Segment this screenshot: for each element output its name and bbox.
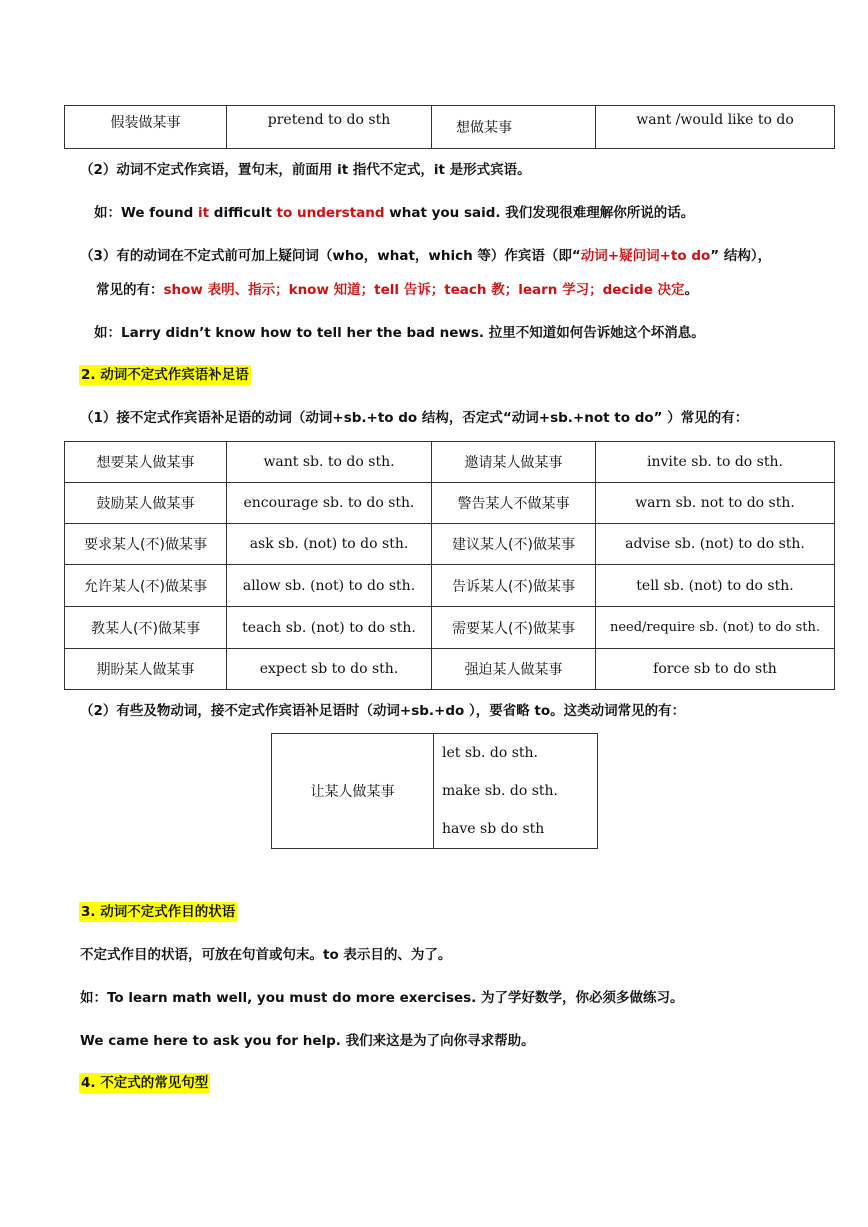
table-row [65,565,835,607]
heading-text: 3. 动词不定式作目的状语 [81,904,236,920]
table-row [65,607,835,649]
table-row [65,483,835,524]
table-let-make-have [271,733,598,849]
table-cell: expect sb to do sth. [227,649,432,690]
table-object-complement [64,441,835,690]
table-row [272,734,598,849]
table-cell: 想做某事 [432,106,596,149]
table-cell: advise sb. (not) to do sth. [596,524,835,565]
table-cell: 强迫某人做某事 [432,649,596,690]
table-cell: need/require sb. (not) to do sth. [596,607,835,649]
example-larry: 如：Larry didn’t know how to tell her the bad news. 拉里不知道如何告诉她这个坏消息。 [94,325,705,341]
example-came-here: We came here to ask you for help. 我们来这是为了向你寻求帮助。 [80,1033,535,1049]
table-cell: tell sb. (not) to do sth. [596,565,835,607]
table-cell: pretend to do sth [227,106,432,149]
heading-4 [79,1071,210,1091]
table-cell: 建议某人(不)做某事 [432,524,596,565]
example-found-difficult [94,201,694,221]
table-cell: 鼓励某人做某事 [65,483,227,524]
table-cell: warn sb. not to do sth. [596,483,835,524]
table-cell: want sb. to do sth. [227,442,432,483]
table-cell: ask sb. (not) to do sth. [227,524,432,565]
example-text: difficult [209,205,277,221]
paragraph-object-it: （2）动词不定式作宾语，置句末，前面用 it 指代不定式，it 是形式宾语。 [80,162,531,178]
example-learn-math: 如：To learn math well, you must do more exercises. 为了学好数学，你必须多做练习。 [80,990,684,1006]
heading-3 [79,900,237,920]
paragraph-object-complement: （1）接不定式作宾语补足语的动词（动词+sb.+to do 结构，否定式“动词+sb.+not to do” ）常见的有： [80,410,749,426]
list-item: have sb do sth [442,821,545,837]
common-verbs-list [96,278,698,298]
paragraph-question-words [80,244,771,264]
table-cell: 让某人做某事 [272,734,434,849]
paragraph-text: （3）有的动词在不定式前可加上疑问词（who，what，which 等）作宾语（即“ [80,248,581,264]
red-text: to understand [276,205,385,221]
list-item: make sb. do sth. [442,783,559,799]
table-cell: invite sb. to do sth. [596,442,835,483]
example-text: 如：We found [94,205,198,221]
table-row [65,649,835,690]
table-cell: 假装做某事 [65,106,227,149]
table-cell: 警告某人不做某事 [432,483,596,524]
table-row [65,524,835,565]
table-cell: 允许某人(不)做某事 [65,565,227,607]
example-text: what you said. 我们发现很难理解你所说的话。 [384,205,695,221]
table-cell: force sb to do sth [596,649,835,690]
table-cell: 要求某人(不)做某事 [65,524,227,565]
table-row [65,442,835,483]
table-cell: 告诉某人(不)做某事 [432,565,596,607]
table-cell: 需要某人(不)做某事 [432,607,596,649]
table-cell: want /would like to do [596,106,835,149]
paragraph-purpose: 不定式作目的状语，可放在句首或句末。to 表示目的、为了。 [80,947,452,963]
table-cell: 邀请某人做某事 [432,442,596,483]
table-cell: 想要某人做某事 [65,442,227,483]
list-item: let sb. do sth. [442,745,539,761]
table-cell: 教某人(不)做某事 [65,607,227,649]
red-text: 动词+疑问词+to do [580,248,711,264]
red-text: it [198,205,210,221]
red-text: show 表明、指示；know 知道；tell 告诉；teach 教；learn 学习；decide 决定 [163,282,685,298]
paragraph-text: 。 [684,282,699,298]
table-cell: encourage sb. to do sth. [227,483,432,524]
table-pretend-want [64,105,835,149]
table-cell: 期盼某人做某事 [65,649,227,690]
heading-2 [79,363,251,383]
table-cell: allow sb. (not) to do sth. [227,565,432,607]
paragraph-omit-to: （2）有些及物动词，接不定式作宾语补足语时（动词+sb.+do ），要省略 to。这类动词常见的有： [80,703,686,719]
table-row [65,106,835,149]
paragraph-text: ” 结构）， [710,248,772,264]
heading-text: 4. 不定式的常见句型 [81,1075,209,1091]
heading-text: 2. 动词不定式作宾语补足语 [81,367,249,383]
table-cell: teach sb. (not) to do sth. [227,607,432,649]
table-cell-list [434,734,598,849]
paragraph-text: 常见的有： [96,282,164,298]
